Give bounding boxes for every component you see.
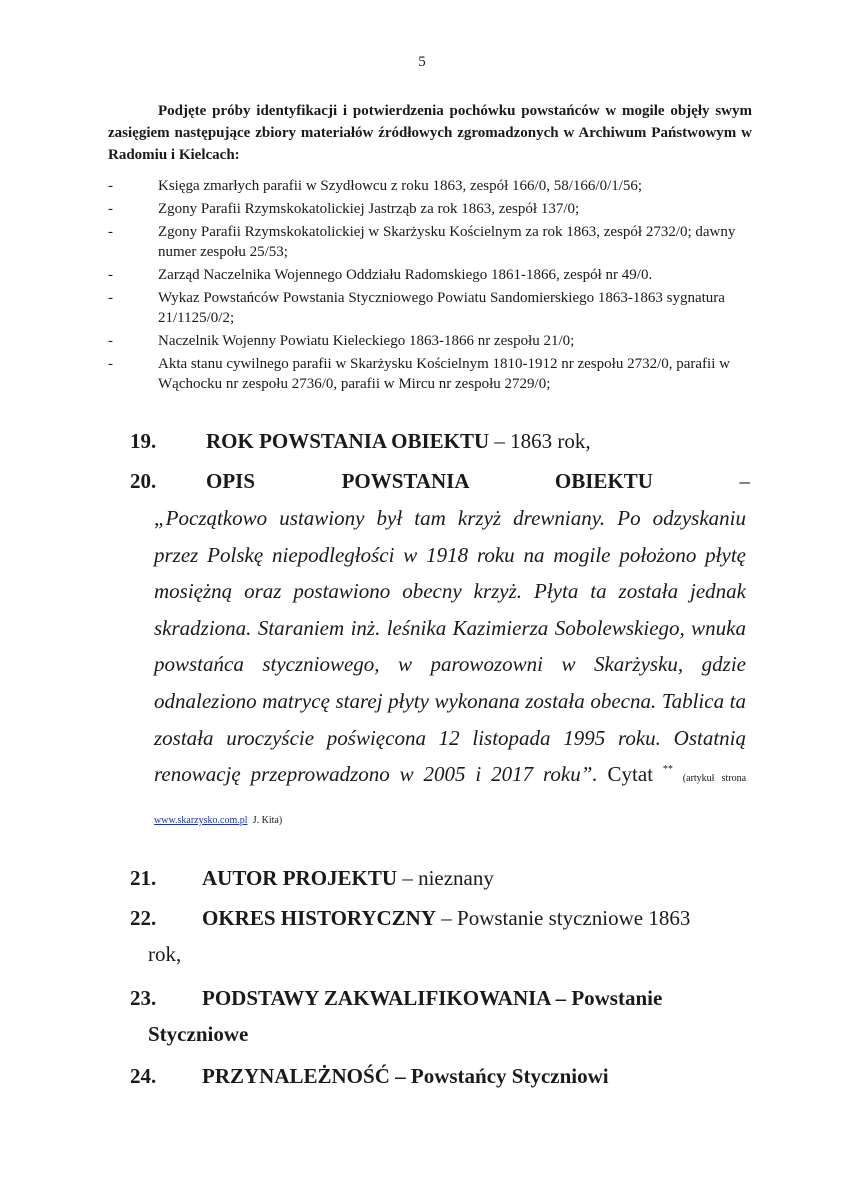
section-value: Powstańcy Styczniowi	[410, 1064, 609, 1088]
footnote-stars: **	[662, 764, 673, 776]
list-item	[108, 288, 758, 328]
section-21	[130, 860, 750, 896]
section-separator: –	[489, 429, 511, 453]
list-dash: -	[108, 333, 113, 349]
list-item	[108, 354, 758, 394]
section-label: ROK POWSTANIA OBIEKTU	[206, 429, 490, 453]
source-list	[108, 176, 758, 397]
section-value: Powstanie	[571, 986, 663, 1010]
source-link[interactable]: www.skarzysko.com.pl	[154, 814, 248, 826]
section-24	[130, 1058, 750, 1094]
list-item-text: Zgony Parafii Rzymskokatolickiej w Skarżysku Kościelnym za rok 1863, zespół 2732/0; dawny numer zespołu 25/53;	[158, 224, 736, 260]
description-quote: „Początkowo ustawiony był tam krzyż drewniany. Po odzyskaniu przez Polskę niepodległości w 1918 roku na mogile położono płytę mosiężną oraz postawiono obecny krzyż. Płyta ta została jednak skradziona. Staraniem inż. leśnika Kazimierza Sobolewskiego, wnuka powstańca styczniowego, w parowozowni w Skarżysku, gdzie odnaleziono matrycę starej płyty wykonana została obecna. Tablica ta została uroczyście poświęcona 12 listopada 1995 roku. Ostatnią renowację przeprowadzono w 2005 i 2017 roku”.	[154, 506, 746, 787]
section-separator: –	[397, 866, 419, 890]
list-item-text: Zarząd Naczelnika Wojennego Oddziału Radomskiego 1861-1866, zespół nr 49/0.	[158, 267, 653, 283]
source-prefix: (artykuł strona	[682, 773, 747, 785]
section-number: 21.	[130, 866, 157, 890]
section-number: 20.	[130, 469, 157, 493]
page-number: 5	[418, 54, 426, 70]
list-item-text: Księga zmarłych parafii w Szydłowcu z roku 1863, zespół 166/0, 58/166/0/1/56;	[158, 178, 643, 194]
intro-paragraph: Podjęte próby identyfikacji i potwierdzenia pochówku powstańców w mogile objęły swym zasięgiem następujące zbiory materiałów źródłowych zgromadzonych w Archiwum Państwowym w Radomiu i Kielcach:	[108, 103, 752, 163]
list-dash: -	[108, 356, 113, 372]
list-item	[108, 199, 758, 219]
section-value-continued: Styczniowe	[148, 1022, 249, 1046]
list-dash: -	[108, 201, 113, 217]
section-23	[130, 980, 750, 1052]
cytat-label: Cytat	[607, 762, 654, 787]
section-label: PODSTAWY ZAKWALIFIKOWANIA	[202, 986, 551, 1010]
section-label: AUTOR PROJEKTU	[202, 866, 398, 890]
list-item	[108, 222, 758, 262]
section-label: PRZYNALEŻNOŚĆ	[202, 1064, 390, 1088]
list-dash: -	[108, 290, 113, 306]
list-item-text: Wykaz Powstańców Powstania Styczniowego Powiatu Sandomierskiego 1863-1863 sygnatura 21/1125/0/2;	[158, 290, 725, 326]
section-separator: –	[389, 1064, 411, 1088]
section-number: 24.	[130, 1064, 157, 1088]
section-value: Powstanie styczniowe 1863	[457, 906, 691, 930]
section-label: OPIS POWSTANIA OBIEKTU	[206, 469, 653, 493]
section-number: 23.	[130, 986, 157, 1010]
section-value: nieznany	[418, 866, 494, 890]
section-22	[130, 900, 750, 972]
list-dash: -	[108, 267, 113, 283]
section-20-heading	[130, 466, 750, 496]
section-separator: –	[550, 986, 572, 1010]
section-separator: –	[652, 469, 751, 493]
source-suffix: J. Kita)	[252, 814, 283, 826]
section-value: 1863 rok,	[510, 429, 591, 453]
list-item-text: Akta stanu cywilnego parafii w Skarżysku Kościelnym 1810-1912 nr zespołu 2732/0, parafii w Wąchocku nr zespołu 2736/0, parafii w Mircu nr zespołu 2729/0;	[158, 356, 730, 392]
list-item-text: Zgony Parafii Rzymskokatolickiej Jastrząb za rok 1863, zespół 137/0;	[158, 201, 580, 217]
list-item	[108, 331, 758, 351]
list-dash: -	[108, 224, 113, 240]
section-20-description	[154, 500, 746, 839]
section-number: 19.	[130, 429, 157, 453]
section-number: 22.	[130, 906, 157, 930]
list-item	[108, 265, 758, 285]
list-item	[108, 176, 758, 196]
list-item-text: Naczelnik Wojenny Powiatu Kieleckiego 1863-1866 nr zespołu 21/0;	[158, 333, 575, 349]
section-label: OKRES HISTORYCZNY	[202, 906, 437, 930]
section-separator: –	[436, 906, 458, 930]
section-value-continued: rok,	[148, 942, 182, 966]
list-dash: -	[108, 178, 113, 194]
section-19	[130, 426, 750, 456]
